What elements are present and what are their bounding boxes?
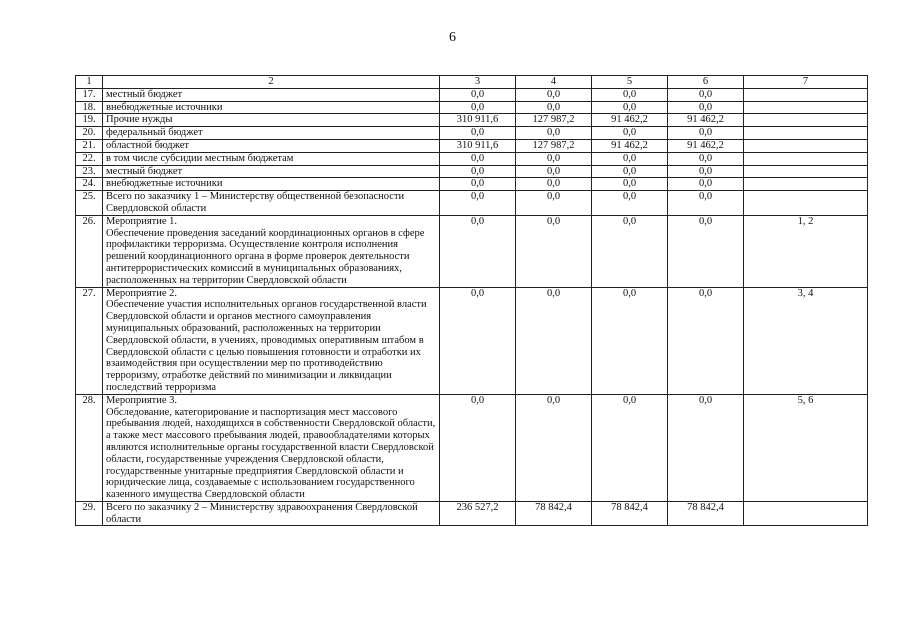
value-cell-col-3: 0,0	[440, 101, 516, 114]
budget-table	[75, 75, 868, 526]
value-cell-col-6: 0,0	[668, 88, 744, 101]
row-number: 21.	[76, 139, 103, 152]
value-cell-col-5: 91 462,2	[592, 114, 668, 127]
target-indicator-ref	[744, 191, 868, 216]
target-indicator-ref	[744, 501, 868, 526]
row-number: 20.	[76, 127, 103, 140]
table-row	[76, 152, 868, 165]
value-cell-col-4: 0,0	[516, 101, 592, 114]
value-cell-col-5: 0,0	[592, 127, 668, 140]
value-cell-col-4: 0,0	[516, 287, 592, 394]
column-header-5: 5	[592, 76, 668, 89]
target-indicator-ref	[744, 101, 868, 114]
value-cell-col-4: 0,0	[516, 215, 592, 287]
row-number: 22.	[76, 152, 103, 165]
column-header-6: 6	[668, 76, 744, 89]
target-indicator-ref	[744, 114, 868, 127]
target-indicator-ref: 1, 2	[744, 215, 868, 287]
value-cell-col-6: 0,0	[668, 178, 744, 191]
table-row	[76, 127, 868, 140]
value-cell-col-3: 0,0	[440, 127, 516, 140]
value-cell-col-5: 0,0	[592, 178, 668, 191]
row-description: областной бюджет	[103, 139, 440, 152]
value-cell-col-4: 78 842,4	[516, 501, 592, 526]
row-description: Всего по заказчику 2 – Министерству здравоохранения Свердловской области	[103, 501, 440, 526]
page-number: 6	[449, 30, 456, 45]
value-cell-col-5: 91 462,2	[592, 139, 668, 152]
value-cell-col-3: 310 911,6	[440, 139, 516, 152]
value-cell-col-3: 0,0	[440, 191, 516, 216]
target-indicator-ref	[744, 165, 868, 178]
value-cell-col-6: 0,0	[668, 215, 744, 287]
table-row	[76, 215, 868, 287]
table-row	[76, 178, 868, 191]
table-row	[76, 139, 868, 152]
value-cell-col-6: 91 462,2	[668, 114, 744, 127]
value-cell-col-3: 0,0	[440, 215, 516, 287]
value-cell-col-3: 0,0	[440, 287, 516, 394]
value-cell-col-4: 0,0	[516, 152, 592, 165]
value-cell-col-3: 310 911,6	[440, 114, 516, 127]
value-cell-col-5: 0,0	[592, 215, 668, 287]
row-description: местный бюджет	[103, 165, 440, 178]
target-indicator-ref: 5, 6	[744, 394, 868, 501]
column-header-2: 2	[103, 76, 440, 89]
row-number: 19.	[76, 114, 103, 127]
value-cell-col-6: 0,0	[668, 165, 744, 178]
row-description: местный бюджет	[103, 88, 440, 101]
value-cell-col-4: 0,0	[516, 191, 592, 216]
value-cell-col-3: 0,0	[440, 178, 516, 191]
row-number: 25.	[76, 191, 103, 216]
row-description: внебюджетные источники	[103, 178, 440, 191]
table-row	[76, 394, 868, 501]
value-cell-col-5: 0,0	[592, 287, 668, 394]
row-description: федеральный бюджет	[103, 127, 440, 140]
column-header-1: 1	[76, 76, 103, 89]
table-row	[76, 501, 868, 526]
table-row	[76, 114, 868, 127]
value-cell-col-4: 0,0	[516, 127, 592, 140]
column-header-7: 7	[744, 76, 868, 89]
value-cell-col-4: 0,0	[516, 165, 592, 178]
table-row	[76, 191, 868, 216]
value-cell-col-3: 0,0	[440, 88, 516, 101]
value-cell-col-5: 0,0	[592, 191, 668, 216]
row-number: 26.	[76, 215, 103, 287]
table-row	[76, 101, 868, 114]
value-cell-col-5: 0,0	[592, 101, 668, 114]
row-description: Мероприятие 1. Обеспечение проведения заседаний координационных органов в сфере профилактики терроризма. Осуществление контроля исполнения решений координационного органа в форме проверок деятельности антитеррористических комиссий в муниципальных образованиях, расположенных на территории Свердловской области	[103, 215, 440, 287]
row-description: Прочие нужды	[103, 114, 440, 127]
row-number: 24.	[76, 178, 103, 191]
value-cell-col-4: 0,0	[516, 178, 592, 191]
value-cell-col-3: 236 527,2	[440, 501, 516, 526]
value-cell-col-4: 0,0	[516, 394, 592, 501]
row-number: 17.	[76, 88, 103, 101]
target-indicator-ref	[744, 178, 868, 191]
value-cell-col-6: 0,0	[668, 287, 744, 394]
row-number: 23.	[76, 165, 103, 178]
value-cell-col-6: 78 842,4	[668, 501, 744, 526]
value-cell-col-4: 127 987,2	[516, 114, 592, 127]
column-header-4: 4	[516, 76, 592, 89]
row-number: 18.	[76, 101, 103, 114]
value-cell-col-6: 0,0	[668, 152, 744, 165]
table-row	[76, 287, 868, 394]
target-indicator-ref	[744, 88, 868, 101]
table-row	[76, 165, 868, 178]
row-description: в том числе субсидии местным бюджетам	[103, 152, 440, 165]
value-cell-col-5: 0,0	[592, 165, 668, 178]
value-cell-col-6: 0,0	[668, 394, 744, 501]
value-cell-col-3: 0,0	[440, 152, 516, 165]
table-header-row	[76, 76, 868, 89]
value-cell-col-3: 0,0	[440, 394, 516, 501]
row-description: Всего по заказчику 1 – Министерству общественной безопасности Свердловской области	[103, 191, 440, 216]
row-number: 27.	[76, 287, 103, 394]
value-cell-col-4: 127 987,2	[516, 139, 592, 152]
table-row	[76, 88, 868, 101]
row-description: внебюджетные источники	[103, 101, 440, 114]
row-description: Мероприятие 2. Обеспечение участия исполнительных органов государственной власти Свердловской области и органов местного самоуправления муниципальных образований, расположенных на территории Свердловской области, в учениях, проводимых оперативным штабом в Свердловской области с целью повышения готовности и отработки их взаимодействия при осуществлении мер по противодействию терроризму, отработке действий по минимизации и ликвидации последствий терроризма	[103, 287, 440, 394]
target-indicator-ref	[744, 139, 868, 152]
row-number: 29.	[76, 501, 103, 526]
value-cell-col-6: 0,0	[668, 101, 744, 114]
target-indicator-ref: 3, 4	[744, 287, 868, 394]
value-cell-col-5: 78 842,4	[592, 501, 668, 526]
column-header-3: 3	[440, 76, 516, 89]
value-cell-col-5: 0,0	[592, 394, 668, 501]
value-cell-col-5: 0,0	[592, 88, 668, 101]
value-cell-col-5: 0,0	[592, 152, 668, 165]
target-indicator-ref	[744, 152, 868, 165]
row-number: 28.	[76, 394, 103, 501]
value-cell-col-6: 91 462,2	[668, 139, 744, 152]
value-cell-col-3: 0,0	[440, 165, 516, 178]
value-cell-col-6: 0,0	[668, 127, 744, 140]
target-indicator-ref	[744, 127, 868, 140]
value-cell-col-4: 0,0	[516, 88, 592, 101]
row-description: Мероприятие 3. Обследование, категорирование и паспортизация мест массового пребывания людей, находящихся в собственности Свердловской области, а также мест массового пребывания людей, правообладателями которых являются исполнительные органы государственной власти Свердловской области, государственные учреждения Свердловской области, государственные унитарные предприятия Свердловской области и юридические лица, создаваемые с использованием государственного казенного имущества Свердловской области	[103, 394, 440, 501]
value-cell-col-6: 0,0	[668, 191, 744, 216]
